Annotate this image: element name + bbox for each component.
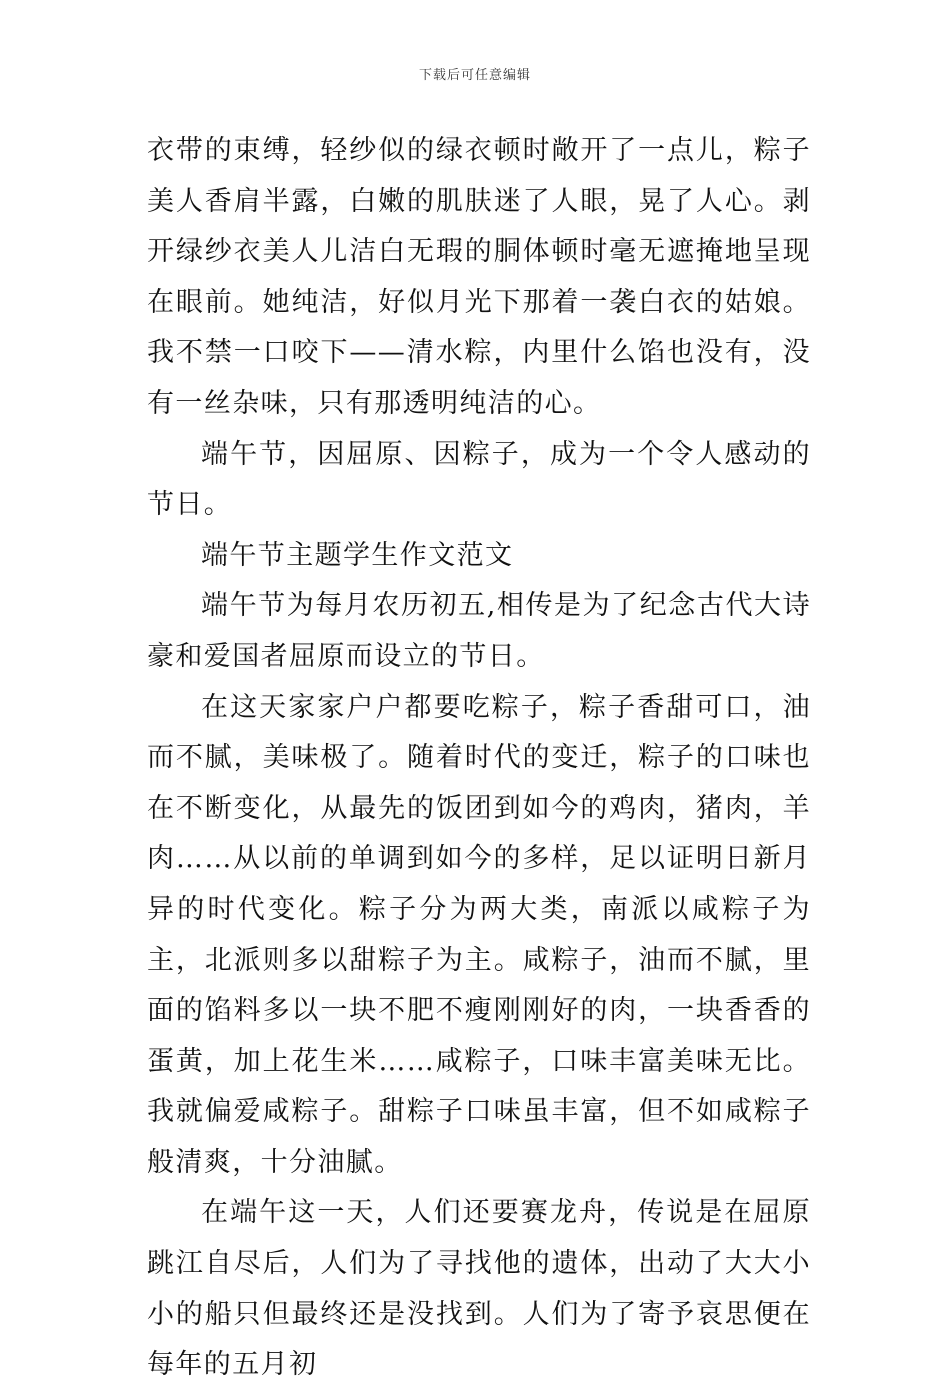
paragraph-zongzi: 在这天家家户户都要吃粽子，粽子香甜可口，油而不腻，美味极了。随着时代的变迁，粽子的口味也在不断变化，从最先的饭团到如今的鸡肉，猪肉，羊肉……从以前的单调到如今的多样，足以证明日新月异的时代变化。粽子分为两大类，南派以咸粽子为主，北派则多以甜粽子为主。咸粽子，油而不腻，里面的馅料多以一块不肥不瘦刚刚好的肉，一块香香的蛋黄，加上花生米……咸粽子，口味丰富美味无比。我就偏爱咸粽子。甜粽子口味虽丰富，但不如咸粽子般清爽，十分油腻。 (147, 691, 811, 1178)
paragraph-dragon-boat: 在端午这一天，人们还要赛龙舟，传说是在屈原跳江自尽后，人们为了寻找他的遗体，出动了大大小小的船只但最终还是没找到。人们为了寄予哀思便在每年的五月初 (147, 1197, 811, 1381)
paragraph-intro: 端午节为每月农历初五,相传是为了纪念古代大诗豪和爱国者屈原而设立的节日。 (147, 590, 811, 672)
essay-title: 端午节主题学生作文范文 (201, 539, 514, 571)
document-body (147, 126, 811, 1391)
paragraph-summary: 端午节，因屈原、因粽子，成为一个令人感动的节日。 (147, 438, 811, 521)
page-header: 下载后可任意编辑 (418, 68, 531, 83)
paragraph-continued: 衣带的束缚，轻纱似的绿衣顿时敞开了一点儿，粽子美人香肩半露，白嫩的肌肤迷了人眼，晃了人心。剥开绿纱衣美人儿洁白无瑕的胴体顿时毫无遮掩地呈现在眼前。她纯洁，好似月光下那着一袭白衣的姑娘。我不禁一口咬下——清水粽，内里什么馅也没有，没有一丝杂味，只有那透明纯洁的心。 (147, 135, 811, 419)
